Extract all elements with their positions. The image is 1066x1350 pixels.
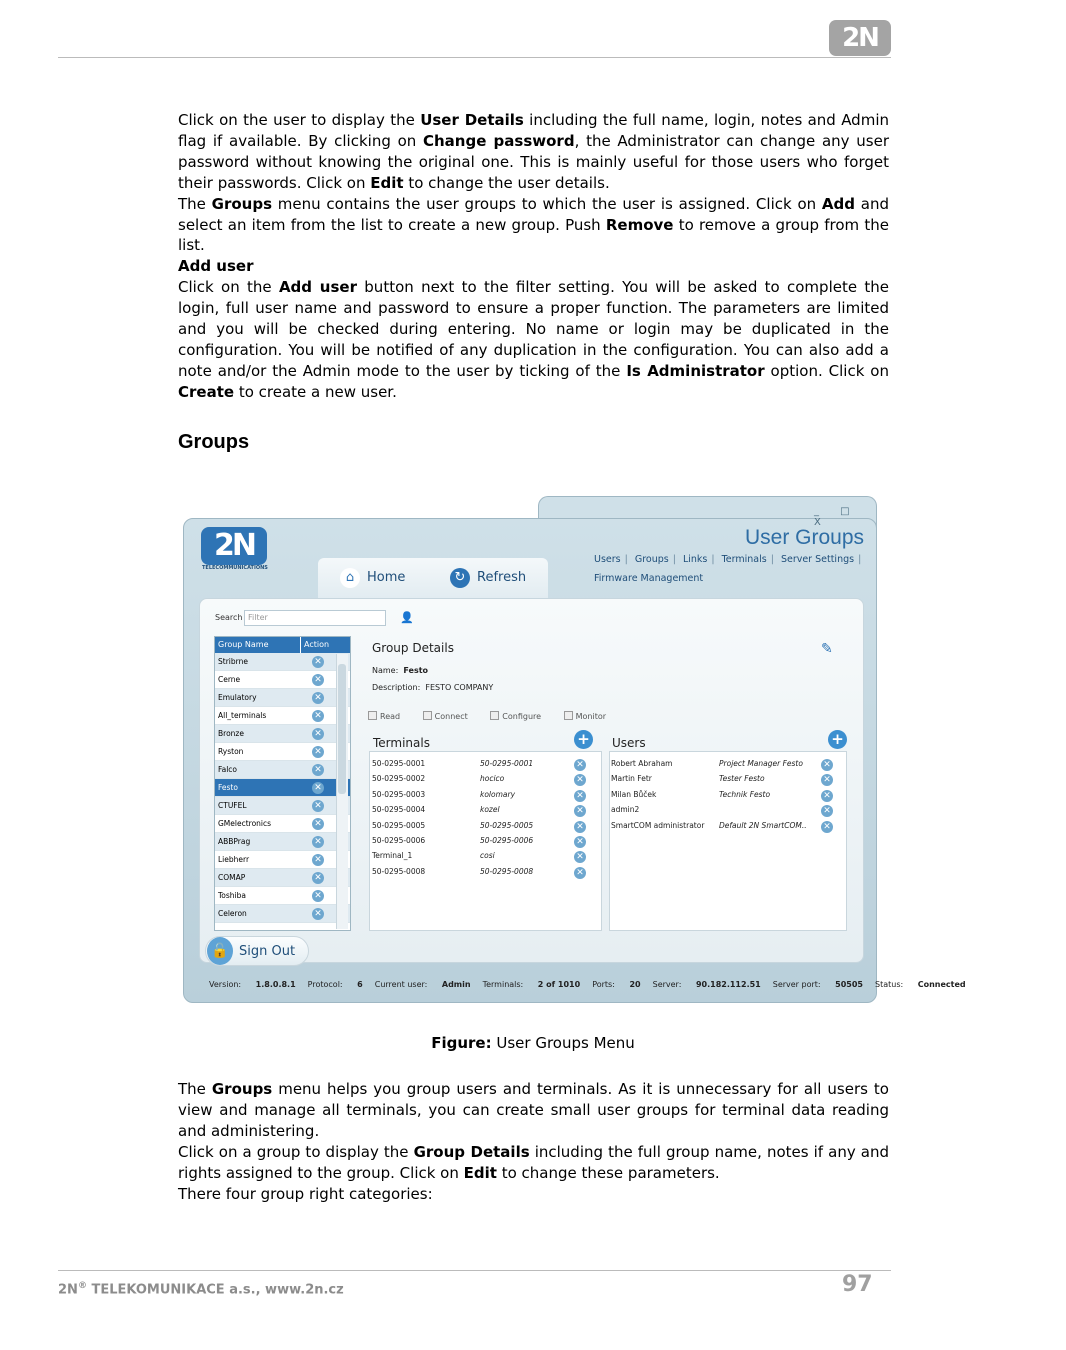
group-name-line xyxy=(372,666,428,675)
remove-group-icon[interactable]: ✕ xyxy=(312,908,324,920)
refresh-icon[interactable]: ↻ xyxy=(450,568,470,588)
right-monitor[interactable]: Monitor xyxy=(564,712,616,721)
terminal-name[interactable]: cosi xyxy=(480,851,495,861)
group-row[interactable] xyxy=(215,905,350,923)
terminal-name[interactable]: hocico xyxy=(480,774,505,784)
nav-server-settings[interactable]: Server Settings xyxy=(780,554,855,565)
user-name[interactable]: Robert Abraham xyxy=(611,759,673,768)
refresh-button[interactable]: Refresh xyxy=(477,570,527,585)
remove-user-icon[interactable]: ✕ xyxy=(821,803,833,818)
group-row-name: Emulatory xyxy=(218,693,257,702)
remove-group-icon[interactable]: ✕ xyxy=(312,764,324,776)
group-row-name: Falco xyxy=(218,765,238,774)
remove-group-icon[interactable]: ✕ xyxy=(312,800,324,812)
group-row[interactable] xyxy=(215,653,350,671)
group-row[interactable] xyxy=(215,815,350,833)
terminals-title: Terminals xyxy=(373,736,430,750)
user-role: Tester Festo xyxy=(719,774,765,784)
remove-terminal-icon[interactable]: ✕ xyxy=(574,803,586,818)
terminal-name[interactable]: kolomary xyxy=(480,789,516,799)
nav-terminals[interactable]: Terminals xyxy=(721,554,767,565)
remove-group-icon[interactable]: ✕ xyxy=(312,854,324,866)
user-name[interactable]: Martin Fetr xyxy=(611,774,652,784)
group-row[interactable] xyxy=(215,869,350,887)
terminal-id[interactable]: 50-0295-0006 xyxy=(372,836,426,845)
col-action: Action xyxy=(304,640,330,649)
group-row-name: ABBPrag xyxy=(218,837,251,846)
rights-checkboxes xyxy=(368,711,626,721)
terminal-id[interactable]: 50-0295-0001 xyxy=(372,759,426,768)
remove-terminal-icon[interactable]: ✕ xyxy=(574,819,586,834)
group-row[interactable] xyxy=(215,671,350,689)
terminal-id[interactable]: Terminal_1 xyxy=(372,851,413,861)
group-row-name: Ryston xyxy=(218,747,244,756)
terminal-name[interactable]: 50-0295-0001 xyxy=(480,759,534,768)
groups-text xyxy=(178,1079,889,1204)
group-details-title: Group Details xyxy=(372,641,454,655)
group-row[interactable] xyxy=(215,833,350,851)
remove-group-icon[interactable]: ✕ xyxy=(312,836,324,848)
status-item: Server port: 50505 xyxy=(772,980,863,989)
user-role: Default 2N SmartCOM.. xyxy=(719,820,807,830)
footer-company: 2N® TELEKOMUNIKACE a.s., www.2n.cz xyxy=(58,1281,344,1298)
user-name[interactable]: Milan Bůček xyxy=(611,789,657,799)
remove-terminal-icon[interactable]: ✕ xyxy=(574,772,586,787)
remove-terminal-icon[interactable]: ✕ xyxy=(574,834,586,849)
groups-paragraph: There four group right categories: xyxy=(178,1184,433,1203)
sign-out-label[interactable]: Sign Out xyxy=(239,944,296,959)
add-user-to-group-icon[interactable]: + xyxy=(828,730,847,749)
remove-user-icon[interactable]: ✕ xyxy=(821,772,833,787)
remove-group-icon[interactable]: ✕ xyxy=(312,728,324,740)
status-item: Status: Connected xyxy=(875,980,966,989)
remove-group-icon[interactable]: ✕ xyxy=(312,782,324,794)
edit-pencil-icon[interactable]: ✎ xyxy=(821,641,833,657)
nav-firmware-management[interactable]: Firmware Management xyxy=(594,573,704,584)
users-title: Users xyxy=(612,736,646,750)
intro-paragraph: Click on the Add user button next to the filter setting. You will be asked to complete the login, full user name and password to ensure a proper function. The parameters are limited and you will be checked during entering. No name or login may be duplicated in the configuration. You will be notified of any duplication in the configuration. You can also add a note and/or the Admin mode to the user by ticking of the Is Administrator option. Click on Create to create a new user. xyxy=(178,278,889,401)
right-read[interactable]: Read xyxy=(368,712,410,721)
remove-user-icon[interactable]: ✕ xyxy=(821,819,833,834)
group-row[interactable] xyxy=(215,851,350,869)
intro-text xyxy=(178,110,889,403)
group-row[interactable] xyxy=(215,689,350,707)
lock-icon[interactable]: 🔓 xyxy=(207,937,233,965)
terminal-id[interactable]: 50-0295-0005 xyxy=(372,820,426,830)
group-row-name: Festo xyxy=(218,783,238,792)
right-connect[interactable]: Connect xyxy=(423,712,478,721)
app-logo-subtitle: TELECOMMUNICATIONS xyxy=(202,565,268,571)
group-row[interactable] xyxy=(215,743,350,761)
intro-paragraph: Click on the user to display the User Details including the full name, login, notes and Admin flag if available. By clicking on Change password, the Administrator can change any user password without knowing the original one. This is mainly useful for those users who forget their passwords. Click on Edit to change the user details. xyxy=(178,111,889,192)
col-group-name: Group Name xyxy=(215,637,301,653)
top-nav: Users | Groups | Links | Terminals | Server Settings | xyxy=(594,554,862,565)
group-row-name: Stribrne xyxy=(218,657,248,666)
remove-group-icon[interactable]: ✕ xyxy=(312,746,324,758)
group-desc-line xyxy=(372,683,493,692)
group-row-name: Cerne xyxy=(218,675,241,684)
terminal-name[interactable]: 50-0295-0005 xyxy=(480,820,534,830)
header-divider xyxy=(58,57,891,58)
window-controls[interactable]: _ □ X xyxy=(814,506,859,528)
group-row-name: GMelectronics xyxy=(218,819,272,828)
user-name[interactable]: admin2 xyxy=(611,805,640,815)
add-user-icon[interactable]: 👤 xyxy=(400,611,414,624)
groups-paragraph: The Groups menu helps you group users and terminals. As it is unnecessary for all users to view and manage all terminals, you can create small user groups for terminal data reading and administering. xyxy=(178,1080,889,1140)
remove-group-icon[interactable]: ✕ xyxy=(312,890,324,902)
terminal-name[interactable]: 50-0295-0008 xyxy=(480,866,534,876)
status-item: Terminals: 2 of 1010 xyxy=(482,980,581,989)
remove-group-icon[interactable]: ✕ xyxy=(312,674,324,686)
status-item: Version: 1.8.0.8.1 xyxy=(209,980,296,989)
terminal-name[interactable]: kozel xyxy=(480,805,500,815)
nav-groups[interactable]: Groups xyxy=(634,554,669,565)
terminal-id[interactable]: 50-0295-0003 xyxy=(372,789,426,799)
caption-label: Figure: xyxy=(431,1034,492,1052)
group-row-name: Bronze xyxy=(218,729,244,738)
groups-scroll-thumb[interactable] xyxy=(338,664,346,794)
terminal-name[interactable]: 50-0295-0006 xyxy=(480,836,534,845)
remove-user-icon[interactable]: ✕ xyxy=(821,788,833,803)
groups-paragraph: Click on a group to display the Group Details including the full group name, notes if any and rights assigned to the group. Click on Edit to change these parameters. xyxy=(178,1142,889,1182)
intro-paragraph: Add user xyxy=(178,257,254,276)
group-row[interactable] xyxy=(215,761,350,779)
groups-table xyxy=(214,636,351,931)
terminal-id[interactable]: 50-0295-0002 xyxy=(372,774,426,784)
group-row[interactable] xyxy=(215,707,350,725)
remove-group-icon[interactable]: ✕ xyxy=(312,692,324,704)
intro-paragraph: The Groups menu contains the user groups to which the user is assigned. Click on Add and select an item from the list to create a new group. Push Remove to remove a group from the list. xyxy=(178,194,889,255)
remove-group-icon[interactable]: ✕ xyxy=(312,872,324,884)
user-name[interactable]: SmartCOM administrator xyxy=(611,820,705,830)
add-terminal-icon[interactable]: + xyxy=(574,730,593,749)
home-icon[interactable]: ⌂ xyxy=(340,568,360,588)
status-item: Current user: Admin xyxy=(374,980,471,989)
user-groups-screenshot xyxy=(183,496,966,1003)
figure-caption xyxy=(0,1034,1066,1052)
remove-terminal-icon[interactable]: ✕ xyxy=(574,757,586,772)
group-row-name: COMAP xyxy=(218,873,246,882)
group-row[interactable] xyxy=(215,725,350,743)
search-label: Search xyxy=(215,613,243,622)
group-row[interactable] xyxy=(215,797,350,815)
user-role: Technik Festo xyxy=(719,789,771,799)
nav-users[interactable]: Users xyxy=(594,554,621,565)
app-logo: 2N xyxy=(201,527,267,565)
group-row-name: Liebherr xyxy=(218,855,250,864)
group-name-label: Name: xyxy=(372,666,399,675)
nav-links[interactable]: Links xyxy=(682,554,708,565)
right-configure[interactable]: Configure xyxy=(490,712,551,721)
groups-table-header xyxy=(215,637,350,653)
group-row-name: All_terminals xyxy=(218,711,267,720)
app-title: User Groups xyxy=(745,526,865,549)
remove-terminal-icon[interactable]: ✕ xyxy=(574,788,586,803)
page-number: 97 xyxy=(842,1272,873,1297)
status-bar xyxy=(209,980,978,989)
group-row-name: Celeron xyxy=(218,909,247,918)
group-row[interactable] xyxy=(215,779,350,797)
status-item: Ports: 20 xyxy=(592,980,641,989)
home-button[interactable]: Home xyxy=(367,570,406,585)
terminal-id[interactable]: 50-0295-0008 xyxy=(372,866,426,876)
remove-group-icon[interactable]: ✕ xyxy=(312,818,324,830)
remove-terminal-icon[interactable]: ✕ xyxy=(574,849,586,864)
terminal-id[interactable]: 50-0295-0004 xyxy=(372,805,426,815)
group-desc-value: FESTO COMPANY xyxy=(425,683,494,692)
group-desc-label: Description: xyxy=(372,683,421,692)
search-input[interactable]: Filter xyxy=(244,610,386,626)
section-heading: Groups xyxy=(178,431,250,453)
user-role: Project Manager Festo xyxy=(719,759,803,768)
status-item: Protocol: 6 xyxy=(307,980,363,989)
footer-divider xyxy=(58,1270,891,1271)
group-name-value: Festo xyxy=(403,666,429,675)
remove-group-icon[interactable]: ✕ xyxy=(312,710,324,722)
brand-logo: 2N xyxy=(829,20,891,56)
caption-text: User Groups Menu xyxy=(491,1034,635,1052)
remove-user-icon[interactable]: ✕ xyxy=(821,757,833,772)
remove-group-icon[interactable]: ✕ xyxy=(312,656,324,668)
group-row[interactable] xyxy=(215,887,350,905)
group-row-name: Toshiba xyxy=(218,891,246,900)
status-item: Server: 90.182.112.51 xyxy=(652,980,761,989)
remove-terminal-icon[interactable]: ✕ xyxy=(574,865,586,880)
group-row-name: CTUFEL xyxy=(218,801,247,810)
